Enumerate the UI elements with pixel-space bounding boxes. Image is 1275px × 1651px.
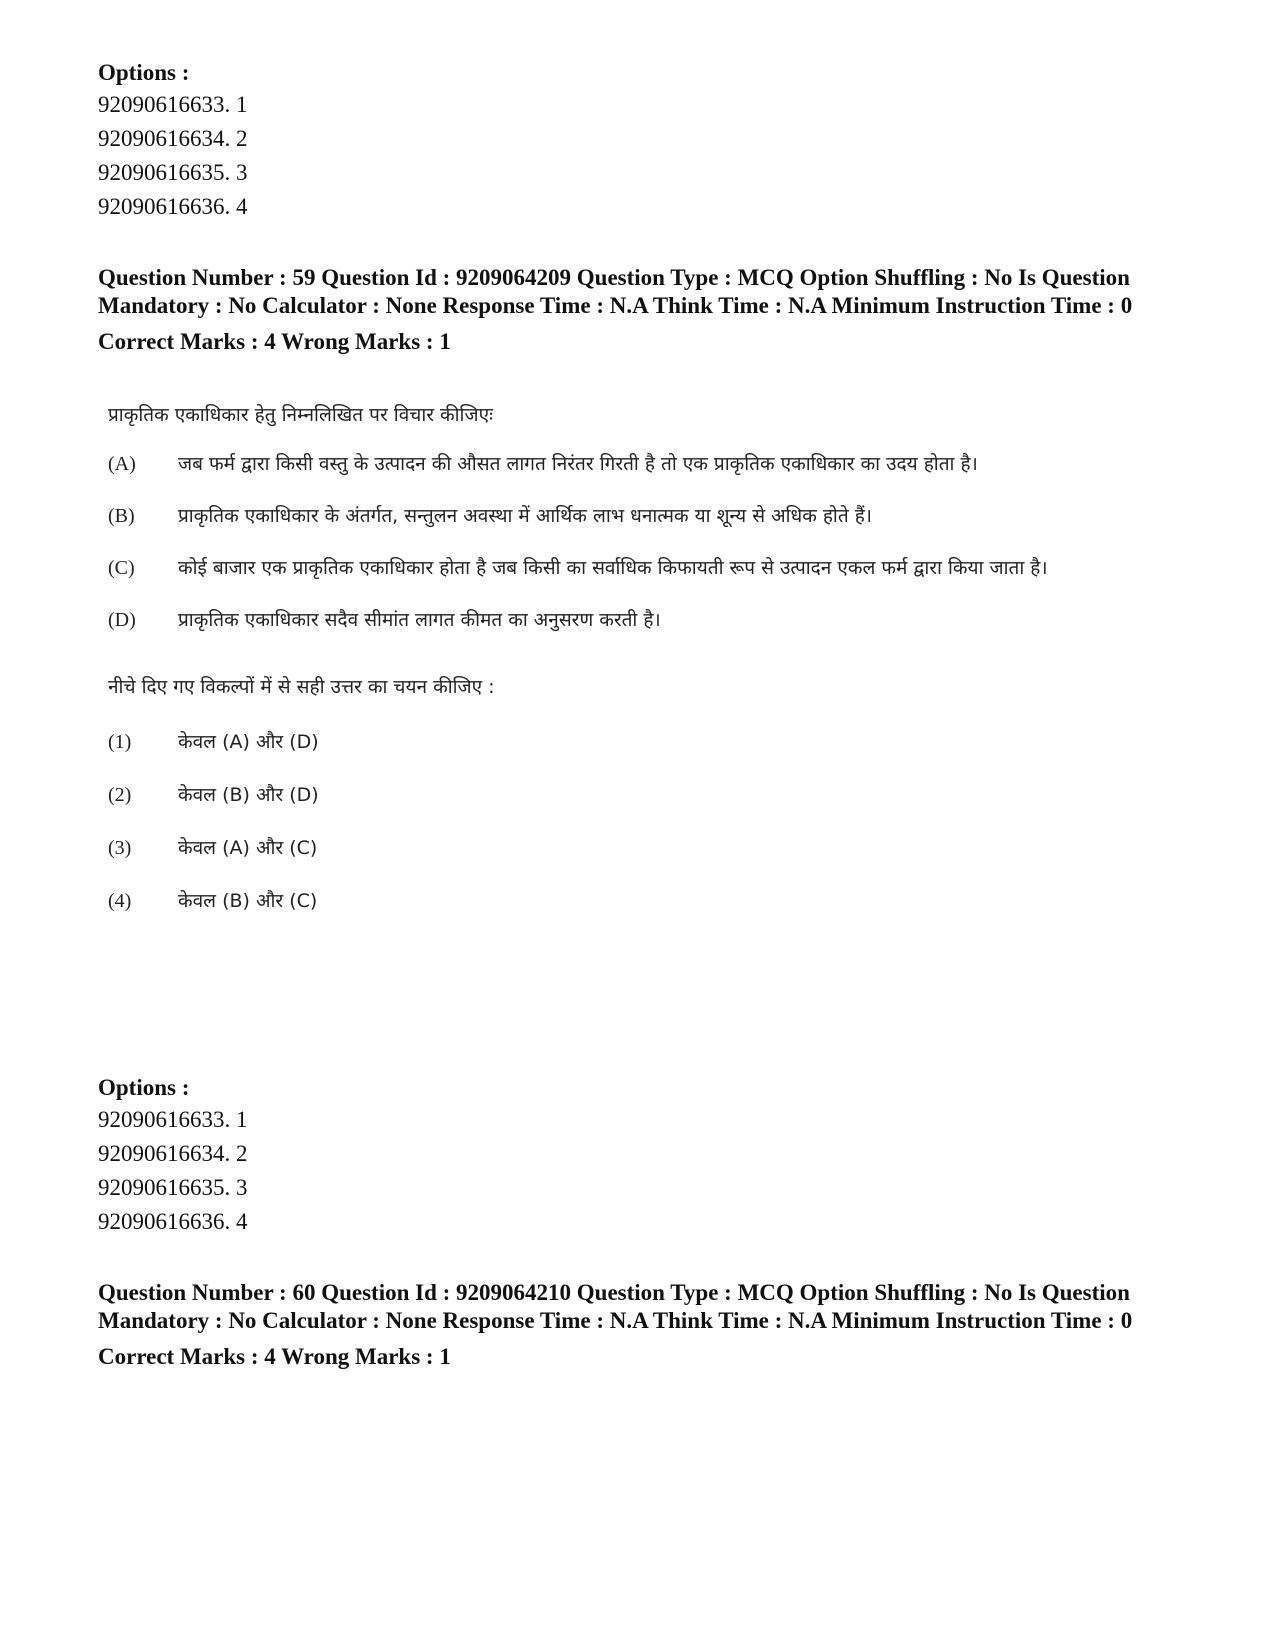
option-line: 92090616633. 1 — [98, 92, 248, 117]
statement-label: (A) — [108, 453, 136, 475]
question-header: Question Number : 60 Question Id : 9209064210 Question Type : MCQ Option Shuffling : No Is Question Mandatory : No Calculator : None Response Time : N.A Think Time : N.A Minimum Instruction Time : 0 — [98, 1280, 1133, 1333]
statement-text: कोई बाजार एक प्राकृतिक एकाधिकार होता है जब किसी का सर्वाधिक किफायती रूप से उत्पादन एकल फर्म द्वारा किया जाता है। — [178, 557, 1048, 579]
statement-text: प्राकृतिक एकाधिकार सदैव सीमांत लागत कीमत का अनुसरण करती है। — [178, 609, 661, 631]
choice-label: (4) — [108, 890, 132, 912]
choice-text: केवल (A) और (D) — [178, 731, 319, 753]
statement-b — [108, 494, 1068, 538]
question-59-options — [98, 1073, 1188, 1239]
choice-text: केवल (B) और (C) — [178, 890, 318, 912]
statement-label: (D) — [108, 609, 136, 631]
question-60-header-block — [98, 1279, 1188, 1371]
option-line: 92090616635. 3 — [98, 1175, 248, 1200]
option-line: 92090616636. 4 — [98, 194, 248, 219]
statement-label: (C) — [108, 557, 135, 579]
option-line: 92090616635. 3 — [98, 160, 248, 185]
choice-label: (1) — [108, 731, 132, 753]
question-header: Question Number : 59 Question Id : 9209064209 Question Type : MCQ Option Shuffling : No Is Question Mandatory : No Calculator : None Response Time : N.A Think Time : N.A Minimum Instruction Time : 0 — [98, 265, 1133, 318]
question-59-header-block — [98, 264, 1188, 356]
choice-label: (2) — [108, 784, 132, 806]
choice-3 — [108, 822, 1068, 875]
choice-1 — [108, 716, 1068, 769]
option-line: 92090616634. 2 — [98, 126, 248, 151]
statement-a — [108, 442, 1068, 486]
options-heading: Options : — [98, 60, 190, 85]
choice-text: केवल (B) और (D) — [178, 784, 319, 806]
statement-text: प्राकृतिक एकाधिकार के अंतर्गत, सन्तुलन अवस्था में आर्थिक लाभ धनात्मक या शून्य से अधिक होते हैं। — [178, 505, 872, 527]
statement-c — [108, 546, 1068, 590]
option-line: 92090616636. 4 — [98, 1209, 248, 1234]
statement-label: (B) — [108, 505, 135, 527]
choose-instruction: नीचे दिए गए विकल्पों में से सही उत्तर का चयन कीजिए : — [108, 676, 495, 698]
choice-2 — [108, 769, 1068, 822]
option-line: 92090616633. 1 — [98, 1107, 248, 1132]
question-marks: Correct Marks : 4 Wrong Marks : 1 — [98, 329, 451, 354]
choice-text: केवल (A) और (C) — [178, 837, 318, 859]
choice-4 — [108, 875, 1068, 928]
choice-label: (3) — [108, 837, 132, 859]
question-marks: Correct Marks : 4 Wrong Marks : 1 — [98, 1344, 451, 1369]
options-heading: Options : — [98, 1075, 190, 1100]
statement-text: जब फर्म द्वारा किसी वस्तु के उत्पादन की औसत लागत निरंतर गिरती है तो एक प्राकृतिक एकाधिकार का उदय होता है। — [178, 453, 978, 475]
question-59-body — [108, 400, 1068, 928]
question-intro: प्राकृतिक एकाधिकार हेतु निम्नलिखित पर विचार कीजिएः — [108, 404, 493, 426]
top-options — [98, 58, 1188, 224]
option-line: 92090616634. 2 — [98, 1141, 248, 1166]
statement-d — [108, 598, 1068, 642]
